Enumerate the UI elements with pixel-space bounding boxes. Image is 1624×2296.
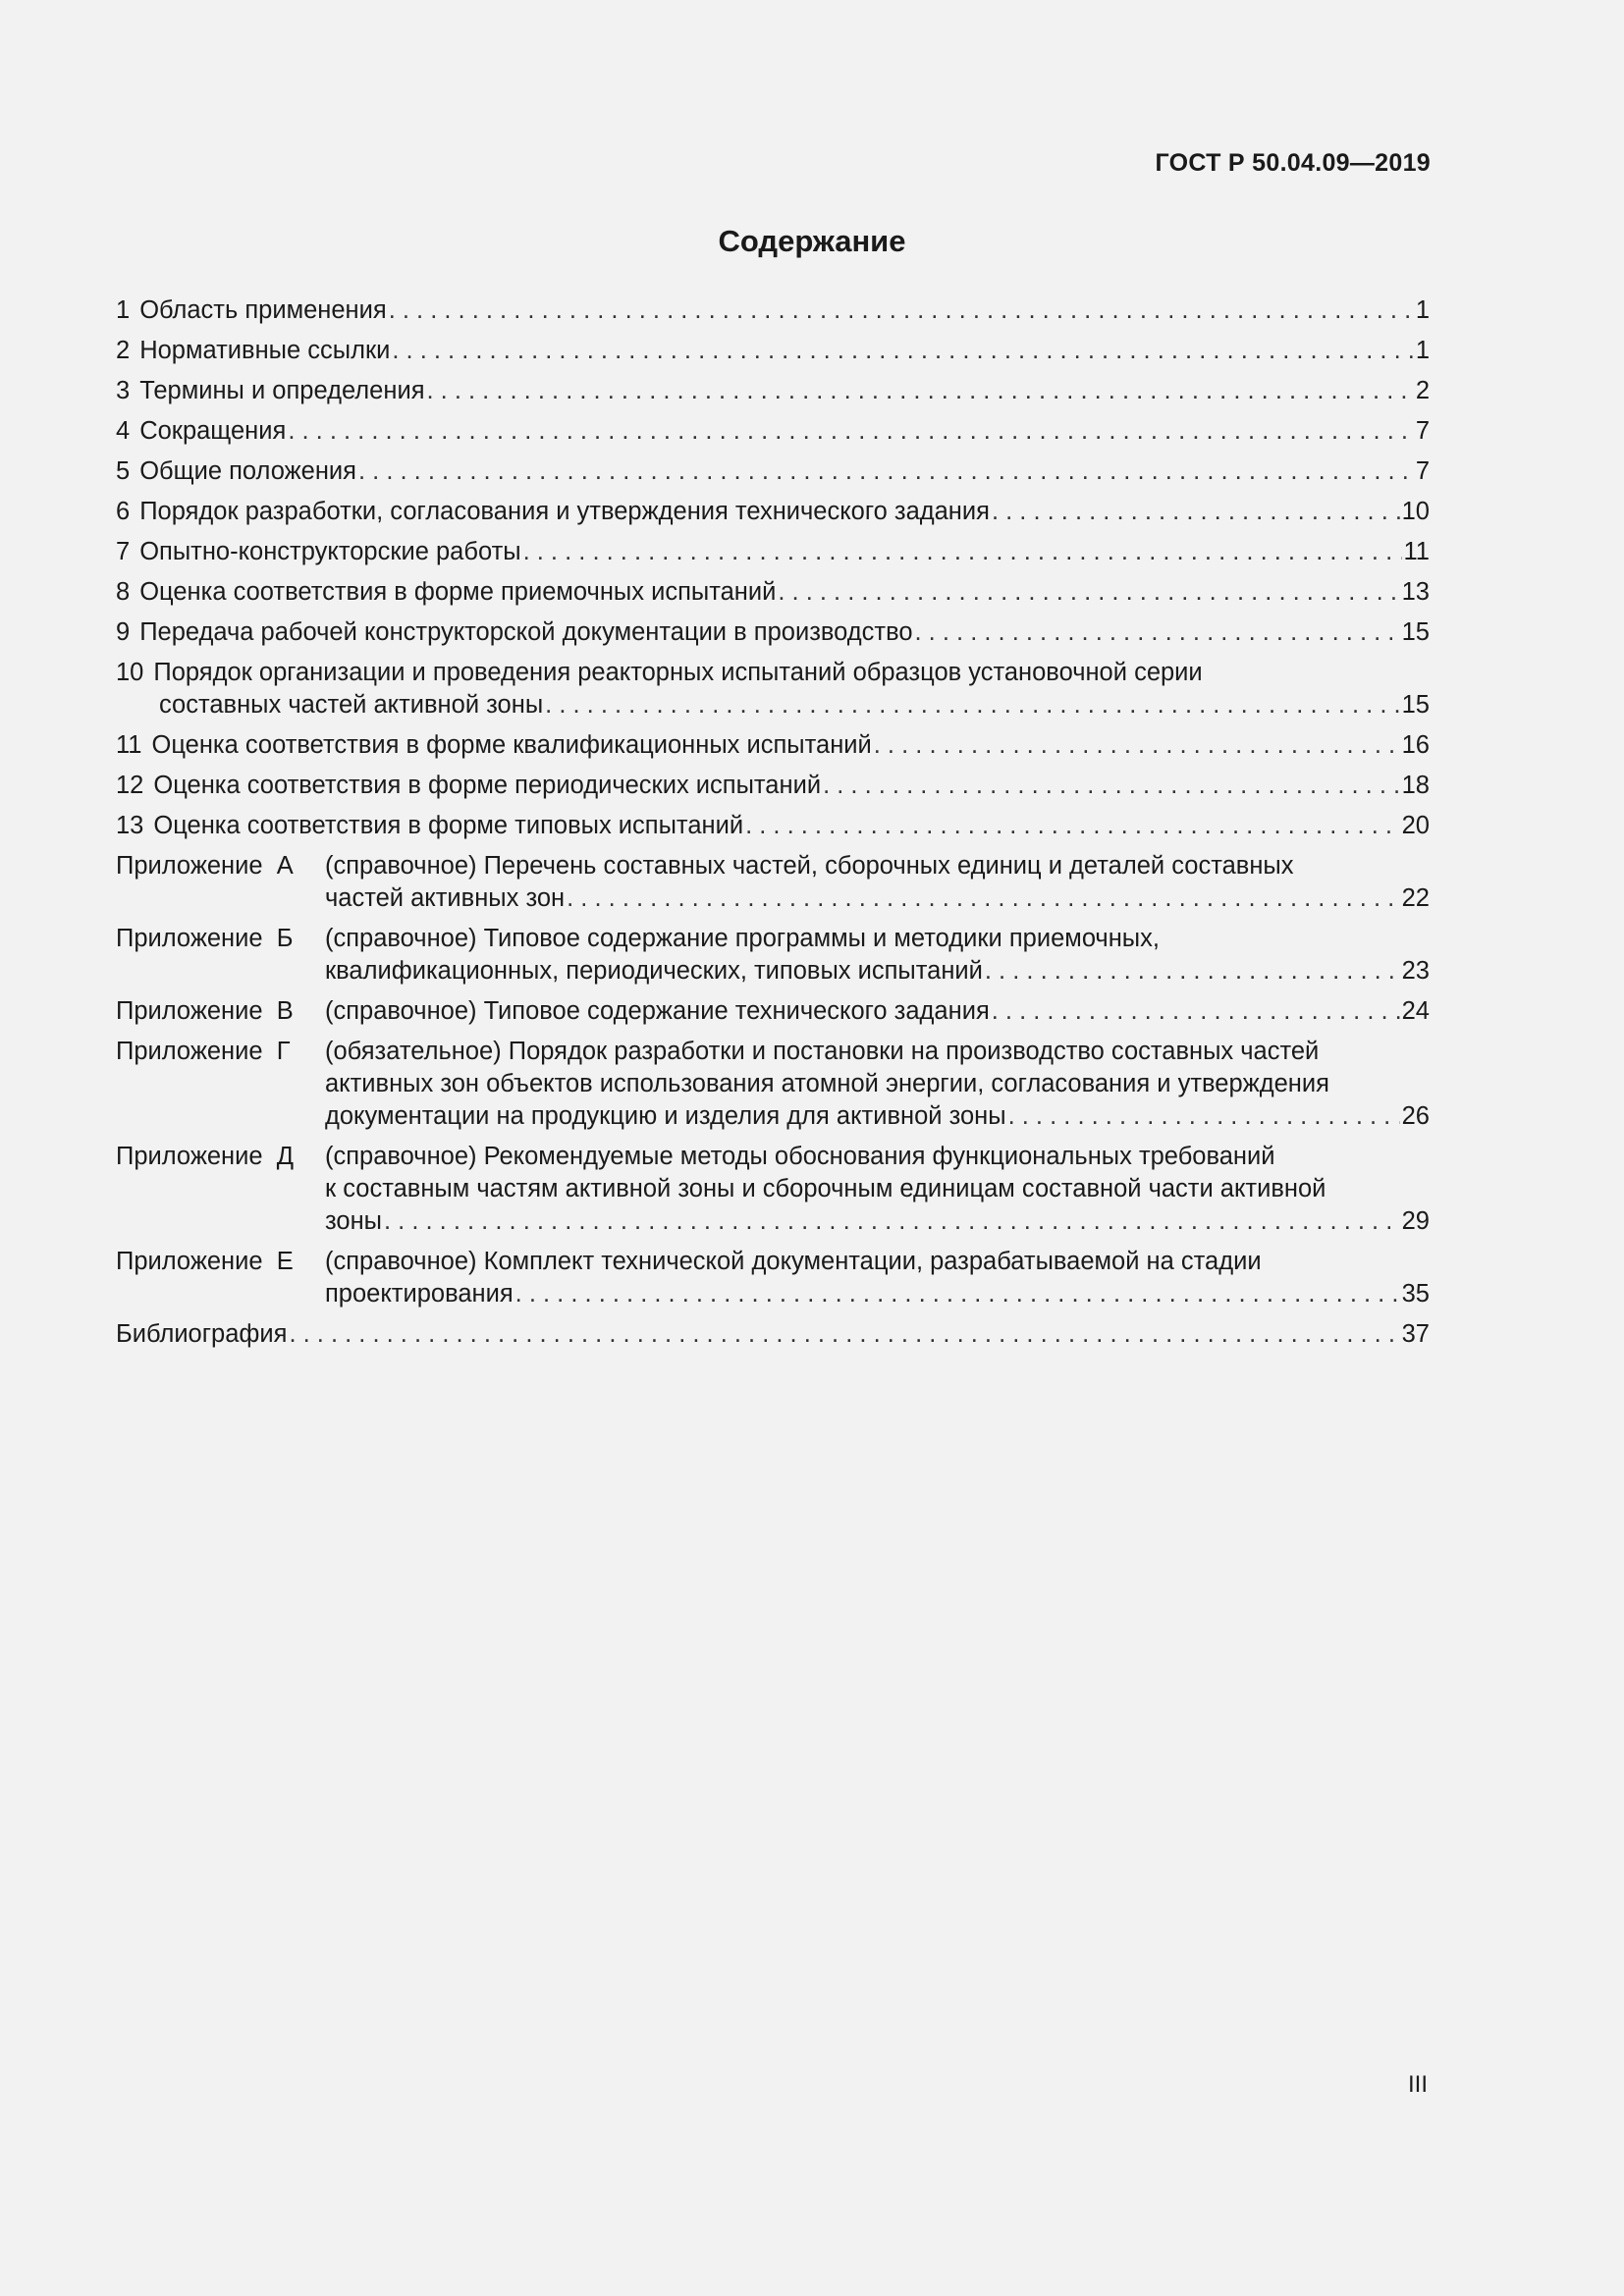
appendix-entry-title: (справочное) Перечень составных частей, сборочных единиц и деталей составных — [325, 852, 1294, 880]
toc-entry-title: Общие положения — [139, 457, 356, 485]
page-title: Содержание — [718, 224, 906, 258]
bibliography-line — [116, 1318, 1430, 1351]
appendix-entry[interactable] — [116, 1141, 1430, 1238]
dot-leader — [515, 1278, 1400, 1310]
dot-leader — [874, 729, 1400, 762]
appendix-entry-line — [116, 1141, 1430, 1173]
toc-entry-line — [116, 770, 1430, 802]
toc-entry-page: 7 — [1415, 417, 1430, 445]
toc-entry-line — [116, 496, 1430, 528]
toc-entry-line — [116, 810, 1430, 842]
toc-entry-line — [116, 536, 1430, 568]
toc-entry-page: 10 — [1401, 498, 1430, 525]
toc-entry-title: Оценка соответствия в форме типовых испытаний — [153, 812, 744, 839]
appendix-entry[interactable] — [116, 1036, 1430, 1133]
toc-entry-number: 10 — [116, 659, 144, 686]
toc-entry-title: составных частей активной зоны — [159, 691, 544, 719]
toc-entry-page: 15 — [1401, 618, 1430, 646]
toc-entry[interactable] — [116, 375, 1430, 407]
toc-entry-title: Порядок разработки, согласования и утверждения технического задания — [139, 498, 990, 525]
toc-entry-number: 9 — [116, 618, 131, 646]
dot-leader — [288, 415, 1413, 448]
toc-entry-line — [116, 657, 1430, 689]
appendix-label: Приложение А — [116, 852, 294, 880]
toc-entry-line — [116, 616, 1430, 649]
toc-entry-number: 12 — [116, 772, 144, 799]
dot-leader — [384, 1205, 1400, 1238]
toc-entry-page: 11 — [1403, 538, 1430, 565]
toc-entry-number: 6 — [116, 498, 131, 525]
toc-entry[interactable] — [116, 729, 1430, 762]
toc-entry[interactable] — [116, 536, 1430, 568]
appendix-entry-page: 24 — [1401, 997, 1430, 1025]
toc-entry-line — [116, 335, 1430, 367]
toc-entry-number: 13 — [116, 812, 144, 839]
dot-leader — [992, 995, 1400, 1028]
appendix-entry[interactable] — [116, 923, 1430, 988]
toc-entry-page: 18 — [1401, 772, 1430, 799]
appendix-label: Приложение Б — [116, 925, 294, 952]
toc-entry-number: 4 — [116, 417, 131, 445]
toc-entry-number: 11 — [116, 731, 142, 759]
document-code: ГОСТ Р 50.04.09—2019 — [1155, 149, 1431, 177]
toc-entry-page: 2 — [1415, 377, 1430, 404]
toc-entry[interactable] — [116, 657, 1430, 721]
dot-leader — [992, 496, 1400, 528]
appendix-entry-title: (обязательное) Порядок разработки и постановки на производство составных частей — [325, 1038, 1320, 1065]
toc-entry-number: 8 — [116, 578, 131, 606]
toc-entry-title: Оценка соответствия в форме периодических испытаний — [153, 772, 822, 799]
toc-entry-line — [116, 455, 1430, 488]
dot-leader — [358, 455, 1414, 488]
toc-entry[interactable] — [116, 496, 1430, 528]
appendix-entry-title: частей активных зон — [325, 884, 566, 912]
page-number: III — [1407, 2071, 1428, 2098]
dot-leader — [778, 576, 1399, 609]
appendix-entry-line — [116, 1246, 1430, 1278]
table-of-contents — [116, 294, 1430, 1359]
appendix-entry-title: (справочное) Рекомендуемые методы обоснования функциональных требований — [325, 1143, 1275, 1170]
appendix-entry[interactable] — [116, 850, 1430, 915]
appendix-entry-line — [116, 1036, 1430, 1068]
toc-entry[interactable] — [116, 616, 1430, 649]
toc-entry-title: Нормативные ссылки — [139, 337, 391, 364]
toc-entry-line — [116, 375, 1430, 407]
toc-entry-number: 3 — [116, 377, 131, 404]
toc-entry-page: 20 — [1401, 812, 1430, 839]
dot-leader — [745, 810, 1400, 842]
appendix-entry-line — [116, 1173, 1430, 1205]
dot-leader — [427, 375, 1414, 407]
toc-entry-title: Термины и определения — [139, 377, 425, 404]
toc-entry[interactable] — [116, 455, 1430, 488]
bibliography-label: Библиография — [116, 1320, 288, 1348]
toc-entry-number: 7 — [116, 538, 131, 565]
toc-entry-line — [116, 415, 1430, 448]
toc-entry-page: 1 — [1415, 337, 1430, 364]
toc-entry-number: 2 — [116, 337, 131, 364]
toc-entry-page: 16 — [1401, 731, 1430, 759]
dot-leader — [567, 882, 1399, 915]
dot-leader — [392, 335, 1413, 367]
toc-entry-title: Передача рабочей конструкторской документации в производство — [139, 618, 913, 646]
dot-leader — [289, 1318, 1399, 1351]
toc-entry-page: 13 — [1401, 578, 1430, 606]
appendix-entry-title: (справочное) Типовое содержание технического задания — [325, 997, 990, 1025]
appendix-entry-line — [116, 1278, 1430, 1310]
toc-entry-title: Опытно-конструкторские работы — [139, 538, 521, 565]
appendix-entry-title: (справочное) Комплект технической документации, разрабатываемой на стадии — [325, 1248, 1262, 1275]
toc-entry-line — [116, 689, 1430, 721]
appendix-entry[interactable] — [116, 1246, 1430, 1310]
dot-leader — [545, 689, 1399, 721]
dot-leader — [985, 955, 1400, 988]
toc-entry-title: Оценка соответствия в форме квалификационных испытаний — [151, 731, 872, 759]
toc-entry[interactable] — [116, 770, 1430, 802]
toc-entry[interactable] — [116, 576, 1430, 609]
dot-leader — [523, 536, 1402, 568]
toc-entry-title: Сокращения — [139, 417, 287, 445]
toc-entry-page: 7 — [1415, 457, 1430, 485]
appendix-entry-line — [116, 882, 1430, 915]
appendix-entry-page: 29 — [1401, 1207, 1430, 1235]
bibliography-page: 37 — [1401, 1320, 1430, 1348]
toc-entry-line — [116, 294, 1430, 327]
appendix-entry-title: активных зон объектов использования атомной энергии, согласования и утверждения — [325, 1070, 1329, 1097]
appendix-entry-page: 35 — [1401, 1280, 1430, 1308]
toc-entry[interactable] — [116, 415, 1430, 448]
appendix-label: Приложение Е — [116, 1248, 294, 1275]
dot-leader — [823, 770, 1400, 802]
appendix-entry-line — [116, 1068, 1430, 1100]
appendix-entry-title: проектирования — [325, 1280, 514, 1308]
appendix-entry-title: (справочное) Типовое содержание программы и методики приемочных, — [325, 925, 1160, 952]
toc-entry[interactable] — [116, 810, 1430, 842]
appendix-entry-title: к составным частям активной зоны и сборочным единицам составной части активной — [325, 1175, 1326, 1202]
appendix-label: Приложение Д — [116, 1143, 295, 1170]
appendix-entry-page: 22 — [1401, 884, 1430, 912]
bibliography-entry[interactable] — [116, 1318, 1430, 1351]
appendix-entry-title: квалификационных, периодических, типовых испытаний — [325, 957, 983, 985]
toc-entry-number: 1 — [116, 296, 131, 324]
toc-entry-line — [116, 576, 1430, 609]
dot-leader — [915, 616, 1400, 649]
toc-entry-line — [116, 729, 1430, 762]
appendix-entry-line — [116, 1205, 1430, 1238]
dot-leader — [389, 294, 1414, 327]
toc-entry-title: Область применения — [139, 296, 387, 324]
appendix-label: Приложение В — [116, 997, 294, 1025]
appendix-entry-line — [116, 1100, 1430, 1133]
dot-leader — [1008, 1100, 1400, 1133]
toc-entry-number: 5 — [116, 457, 131, 485]
toc-entry[interactable] — [116, 294, 1430, 327]
toc-entry[interactable] — [116, 335, 1430, 367]
appendix-label: Приложение Г — [116, 1038, 291, 1065]
toc-entry-title: Порядок организации и проведения реакторных испытаний образцов установочной серии — [153, 659, 1203, 686]
appendix-entry-line — [116, 955, 1430, 988]
appendix-entry-title: зоны — [325, 1207, 382, 1235]
appendix-entry-page: 23 — [1401, 957, 1430, 985]
toc-entry-title: Оценка соответствия в форме приемочных испытаний — [139, 578, 777, 606]
appendix-entry-line — [116, 995, 1430, 1028]
toc-entry-page: 1 — [1415, 296, 1430, 324]
toc-entry-page: 15 — [1401, 691, 1430, 719]
appendix-entry[interactable] — [116, 995, 1430, 1028]
appendix-entry-title: документации на продукцию и изделия для активной зоны — [325, 1102, 1006, 1130]
appendix-entry-line — [116, 923, 1430, 955]
appendix-entry-page: 26 — [1401, 1102, 1430, 1130]
appendix-entry-line — [116, 850, 1430, 882]
